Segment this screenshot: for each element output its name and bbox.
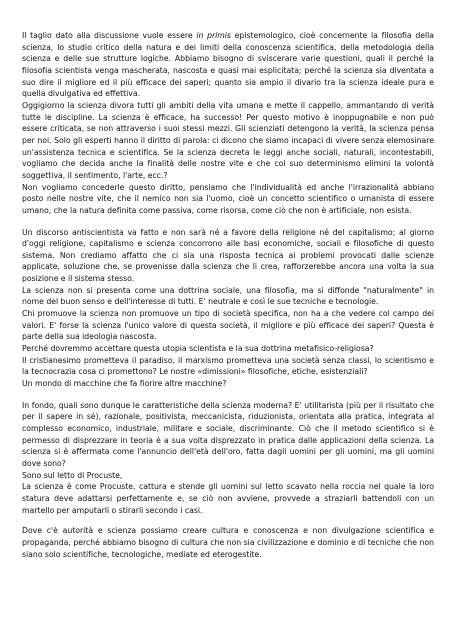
paragraph: Perché dovremmo accettare questa utopia scientista e la sua dottrina metafisico-religiosa? (22, 344, 374, 354)
section-modern-science (22, 400, 434, 517)
paragraph: Dove c'è autorità e scienza possiamo creare cultura e conoscenza e non divulgazione scientifica e propaganda, perché abbiamo bisogno di cultura che non sia civilizzazione e dominio e di tecniche che non siano solo scientifiche, tecnologiche, mediate ed eterogestite. (22, 526, 434, 559)
paragraph: La scienza è come Procuste, cattura e stende gli uomini sul letto scavato nella roccia nel quale la loro statura deve adattarsi perfettamente e, se ciò non avviene, provvede a straziarli battendoli con un martello per amputarli o stirarli secondo i casi. (22, 482, 434, 515)
section-epistemology (22, 30, 434, 217)
paragraph: Il cristianesimo prometteva il paradiso, il marxismo prometteva una società senza classi, lo scientismo e la tecnocrazia cosa ci promettono? Le nostre «dimissioni» filosofiche, etiche, esistenziali? (22, 355, 434, 377)
section-culture (22, 525, 434, 560)
paragraph: Sono sul letto di Procuste, (22, 470, 123, 480)
paragraph: Chi promuove la scienza non promuove un tipo di società specifica, non ha a che vedere col campo dei valori. E' forse la scienza l'unico valore di questa società, il migliore e più efficace dei saperi? Questa è parte della sua ideologia nascosta. (22, 309, 434, 342)
emphasis-text: in primis (196, 31, 231, 40)
section-gap (22, 390, 434, 400)
paragraph: Non vogliamo concederle questo diritto, pensiamo che l'individualità ed anche l'irrazionalità abbiano posto nelle nostre vite, che il nemico non sia l'uomo, cioè un concetto scientifico o umanista di essere umano, che la natura definita come passiva, come risorsa, come ciò che non è artificiale, non esista. (22, 182, 434, 215)
paragraph: In fondo, quali sono dunque le caratteristiche della scienza moderna? E' utilitarista (più per il risultato che per il sapere in sé), razionale, positivista, meccanicista, riduzionista, orientata alla pratica, integrata al complesso economico, industriale, militare e sociale, discriminante. Ciò che il metodo scientifico si è permesso di disprezzare in teoria è a sua volta disprezzato in pratica dalle applicazioni della scienza. La scienza si è affermata come l'annuncio dell'età dell'oro, fatta dagli uomini per gli uomini, ma gli uomini dove sono? (22, 400, 434, 468)
section-gap (22, 516, 434, 525)
paragraph: Oggigiorno la scienza divora tutti gli ambiti della vita umana e mette il cappello, ammantando di verità tutte le discipline. La scienza è efficace, ha successo! Per questo motivo è inoppugnabile e non può essere criticata, se non attraverso i suoi stessi mezzi. Gli scienziati detengono la verità, la scienza pensa per noi. Solo gli esperti hanno il diritto di parola: ci dicono che siamo incapaci di vivere senza elemosinare un'assistenza tecnica e scientifica. Se la scienza decreta le leggi anche sociali, naturali, incontestabili, vogliamo che decida anche la finalità delle nostre vite e che col suo determinismo elimini la volontà soggettiva, il sentimento, l'arte, ecc.? (22, 100, 434, 180)
paragraph: La scienza non si presenta come una dottrina sociale, una filosofia, ma si diffonde "naturalmente" in nome del buon senso e dell'interesse di tutti. E' neutrale e così le sue tecniche e tecnologie. (22, 285, 434, 307)
paragraph: Un discorso antiscientista va fatto e non sarà né a favore della religione né del capitalismo; al giorno d'oggi religione, capitalismo e scienza concorrono alle basi economiche, sociali e filosofiche di questo sistema. Non crediamo affatto che ci sia una risposta tecnica ai problemi provocati dalle scienze applicate, soluzione che, se provenisse dalla scienza che li crea, rafforzerebbe ancora una volta la sua posizione e il sistema stesso. (22, 227, 434, 284)
section-gap (22, 217, 434, 227)
paragraph: Un mondo di macchine che fa fiorire altre macchine? (22, 379, 227, 389)
section-antiscientist (22, 227, 434, 390)
paragraph: Il taglio dato alla discussione vuole essere in primis epistemologico, cioè concernente la filosofia della scienza, lo studio critico della natura e dei limiti della conoscenza scientifica, della metodologia della scienza e delle sue strutture logiche. Abbiamo bisogno di sviscerare varie questioni, quali il perché la filosofia scientista venga mascherata, nascosta e quasi mai esplicitata; perché la scienza sia diventata a suo dire il migliore ed il più efficace dei saperi; quanto sia ampio il divario tra la scienza ideale pura e quella divulgativa ed effettiva. (22, 31, 434, 99)
